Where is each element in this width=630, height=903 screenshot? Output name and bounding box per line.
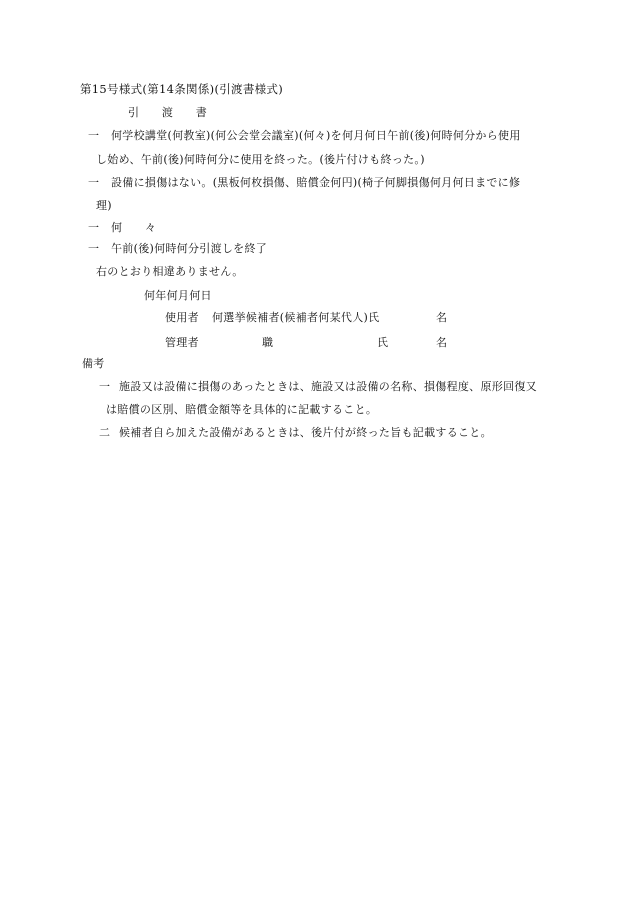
item-marker: 一 — [88, 176, 100, 189]
user-label: 使用者 — [165, 311, 199, 324]
date-line: 何年何月何日 — [144, 289, 212, 302]
item-marker: 一 — [88, 129, 100, 142]
item-text: 設備に損傷はない。(黒板何枚損傷、賠償金何円)(椅子何脚損傷何月何日までに修 — [111, 176, 521, 189]
item-text: 何 々 — [111, 221, 157, 234]
note-marker: 一 — [99, 380, 111, 393]
user-given-label: 名 — [436, 311, 448, 324]
position-label: 職 — [262, 336, 274, 349]
note-text: 施設又は設備に損傷のあったときは、施設又は設備の名称、損傷程度、原形回復又 — [119, 380, 537, 393]
note-text: は賠償の区別、賠償金額等を具体的に記載すること。 — [106, 403, 378, 416]
item-marker: 一 — [88, 242, 100, 255]
manager-label: 管理者 — [165, 336, 199, 349]
note-text: 候補者自ら加えた設備があるときは、後片付が終った旨も記載すること。 — [119, 426, 492, 439]
note-marker: 二 — [99, 426, 111, 439]
given-label: 名 — [436, 336, 448, 349]
form-title: 第15号様式(第14条関係)(引渡書様式) — [80, 82, 284, 96]
item-text: 理) — [96, 199, 112, 212]
surname-label: 氏 — [377, 336, 389, 349]
item-text: 午前(後)何時何分引渡しを終了 — [111, 242, 268, 255]
user-detail: 何選挙候補者(候補者何某代人)氏 — [212, 311, 380, 324]
item-marker: 一 — [88, 221, 100, 234]
statement: 右のとおり相違ありません。 — [96, 265, 244, 278]
notes-heading: 備考 — [82, 357, 105, 370]
document-heading: 引 渡 書 — [128, 106, 208, 119]
item-text: 何学校講堂(何教室)(何公会堂会議室)(何々)を何月何日午前(後)何時何分から使用 — [111, 129, 521, 142]
item-text: し始め、午前(後)何時何分に使用を終った。(後片付けも終った。) — [96, 153, 425, 166]
